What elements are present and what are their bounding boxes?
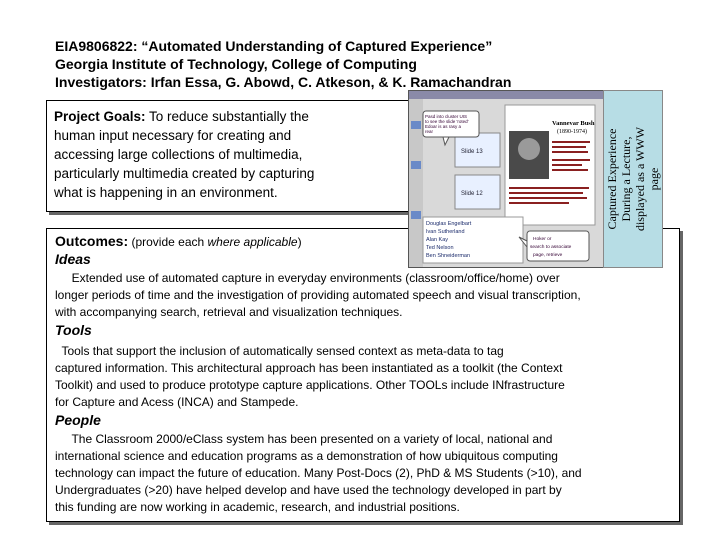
- people-line: Undergraduates (>20) have helped develop and have used the technology developed in part by: [55, 483, 562, 497]
- frame-thumb: [411, 161, 421, 169]
- page-text-line: [509, 202, 569, 204]
- tools-line: Toolkit) and used to produce prototype capture applications. Other TOOLs include INfrastructure: [55, 378, 565, 392]
- caption-line: displayed as a WWW: [633, 126, 647, 232]
- person-name: Vannevar Bush: [552, 120, 595, 127]
- ideas-line: longer periods of time and the investigation of providing automated speech and visual transcription,: [55, 288, 581, 302]
- outcomes-note-suffix: ): [297, 235, 302, 249]
- goals-line: what is happening in an environment.: [54, 185, 278, 200]
- ideas-heading: Ideas: [55, 251, 91, 267]
- screenshot-caption-box: [603, 90, 663, 268]
- keyword-item: Alan Kay: [426, 237, 449, 243]
- outcomes-box: [46, 228, 680, 522]
- page-text-line: [509, 187, 589, 189]
- project-goals-text: [54, 107, 384, 202]
- outcomes-label: Outcomes:: [55, 233, 129, 249]
- page-text-line: [552, 146, 586, 148]
- ideas-line: Extended use of automated capture in everyday environments (classroom/office/home) over: [55, 271, 560, 285]
- page-text-line: [552, 164, 582, 166]
- frame-thumb: [411, 211, 421, 219]
- page-text-line: [552, 141, 590, 143]
- tools-paragraph: [55, 343, 671, 411]
- goals-line: human input necessary for creating and: [54, 128, 292, 143]
- header: [55, 37, 615, 91]
- bubble-1-line: Pasd into cluster UIS: [425, 114, 468, 119]
- tools-heading: Tools: [55, 322, 92, 338]
- keyword-item: Ted Nelson: [426, 245, 454, 251]
- ideas-line: with accompanying search, retrieval and visualization techniques.: [55, 305, 403, 319]
- project-goals-label: Project Goals:: [54, 109, 146, 124]
- portrait-face: [518, 138, 540, 160]
- caption-line: page: [647, 167, 661, 191]
- page-text-line: [552, 159, 590, 161]
- people-line: this funding are now working in academic, research, and industrial positions.: [55, 500, 460, 514]
- page-text-line: [552, 169, 588, 171]
- caption-line: Captured Experience: [605, 128, 619, 230]
- page-text-line: [509, 192, 583, 194]
- frame-thumb: [411, 121, 421, 129]
- people-line: international science and education programs as a demonstration of how ubiquitous computing: [55, 449, 558, 463]
- outcomes-note-prefix: (provide each: [128, 235, 208, 249]
- tools-line: Tools that support the inclusion of automatically sensed context as meta-data to tag: [55, 344, 504, 358]
- people-line: The Classroom 2000/eClass system has been presented on a variety of local, national and: [55, 432, 553, 446]
- page-text-line: [509, 197, 587, 199]
- bubble-2-line: page, retrieve: [533, 253, 563, 258]
- lecture-capture-screenshot: [408, 90, 605, 268]
- person-years: (1890-1974): [557, 129, 587, 135]
- screenshot-image: [409, 91, 604, 267]
- outcomes-note-italic: where applicable: [207, 235, 298, 249]
- bubble-2-line: Hoker or: [533, 237, 552, 242]
- institution: Georgia Institute of Technology, College of Computing: [55, 56, 417, 72]
- keyword-item: Douglas Engelbart: [426, 221, 472, 227]
- outcomes-heading: [55, 233, 302, 249]
- bubble-1-line: to see the slide 'roted': [425, 119, 469, 124]
- screenshot-caption: [605, 94, 661, 264]
- people-paragraph: [55, 431, 671, 516]
- keyword-item: Ben Shneiderman: [426, 253, 471, 259]
- people-line: technology can impact the future of education. Many Post-Docs (2), PhD & MS Students (>10), and: [55, 466, 582, 480]
- bubble-1-line: Edoar is as rasy a: [425, 124, 462, 129]
- goals-line: particularly multimedia created by capturing: [54, 166, 315, 181]
- project-goals-box: [46, 100, 411, 212]
- slide-label-13: Slide 13: [461, 149, 483, 155]
- tools-line: captured information. This architectural approach has been instantiated as a toolkit (the Context: [55, 361, 563, 375]
- tools-line: for Capture and Acess (INCA) and Stampede.: [55, 395, 299, 409]
- investigators: Investigators: Irfan Essa, G. Abowd, C. Atkeson, & K. Ramachandran: [55, 74, 512, 90]
- ideas-paragraph: [55, 270, 671, 321]
- page-text-line: [552, 151, 588, 153]
- bubble-1-line: rear: [425, 129, 434, 134]
- keyword-item: Ivan Sutherland: [426, 229, 465, 235]
- caption-line: During a Lecture,: [619, 136, 633, 222]
- goals-line: To reduce substantially the: [145, 109, 309, 124]
- window-titlebar: [409, 91, 604, 99]
- bubble-2-line: search to associate: [530, 245, 572, 250]
- goals-line: accessing large collections of multimedia,: [54, 147, 303, 162]
- grant-title: EIA9806822: “Automated Understanding of Captured Experience”: [55, 38, 493, 54]
- people-heading: People: [55, 412, 101, 428]
- slide-label-12: Slide 12: [461, 191, 483, 197]
